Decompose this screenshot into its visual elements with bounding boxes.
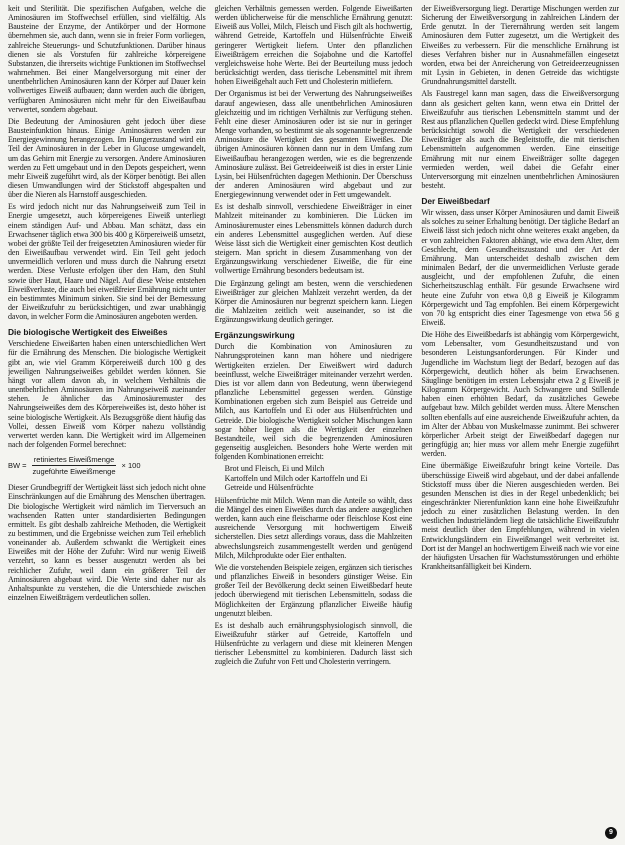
column-1 (8, 4, 206, 845)
column-3 (421, 4, 619, 845)
list-item: Brot und Fleisch, Ei und Milch (224, 464, 325, 474)
body-paragraph: Dieser Grundbegriff der Wertigkeit lässt sich jedoch nicht ohne Einschränkungen auf die Ernährung des Menschen übertragen. Die biologische Wertigkeit wird nämlich im Tierversuch an wachsenden Ratten unter standardisierten Bedingungen ermittelt. Es gibt deshalb zahlreiche Methoden, die Wertigkeit zu bestimmen, und die Ergebnisse weichen zum Teil erheblich voneinander ab. Außerdem schwankt die Wertigkeit eines Eiweißes mit der Höhe der Zufuhr: Wird nur wenig Eiweiß verzehrt, so kann es besser ausgenutzt werden als bei reichlicher Zufuhr, weil dann ein größerer Teil der Aminosäuren abgebaut wird. Die Werte sind daher nur als Anhaltspunkte zu verstehen, die die Unterschiede zwischen einzelnen Eiweißträgern verdeutlichen sollen. (8, 483, 206, 603)
formula-rhs: × 100 (121, 461, 141, 471)
body-paragraph: Verschiedene Eiweißarten haben einen unterschiedlichen Wert für die Ernährung des Menschen. Die biologische Wertigkeit gibt an, wie viel Gramm Körpereiweiß durch 100 g des jeweiligen Nahrungseiweißes gebildet werden können. Sie hängt vor allem davon ab, in welchem Verhältnis die unentbehrlichen Aminosäuren im Nahrungseiweiß zueinander stehen. Je ähnlicher das Aminosäuremuster des Nahrungseiweißes dem des Körpereiweißes ist, desto höher ist seine biologische Wertigkeit. Als Bezugsgröße dient häufig das Vollei, dessen Eiweiß vom Körper nahezu vollständig verwertet werden kann. Die Wertigkeit wird im Allgemeinen nach der folgenden Formel berechnet: (8, 339, 206, 450)
body-paragraph: Es ist deshalb auch ernährungsphysiologisch sinnvoll, die Eiweißzufuhr stärker auf Getreide, Kartoffeln und Hülsenfrüchte zu verlagern und diese mit kleineren Mengen tierischer Lebensmittel zu kombinieren. Dadurch lässt sich zugleich die Zufuhr von Fett und Cholesterin verringern. (214, 620, 413, 667)
body-paragraph: Wir wissen, dass unser Körper Aminosäuren und damit Eiweiß als solches zu seiner Erhaltung benötigt. Der tägliche Bedarf an Eiweiß lässt sich jedoch nicht ohne weiteres exakt angeben, da er von zahlreichen Faktoren abhängt, wie etwa dem Alter, dem Geschlecht, dem Gesundheitszustand und der Art der Ernährung. Man unterscheidet deshalb zwischen dem minimalen Bedarf, der die unvermeidlichen Verluste gerade ausgleicht, und der empfohlenen Zufuhr, die einen Sicherheitszuschlag enthält. Für gesunde Erwachsene wird heute eine Zufuhr von etwa 0,8 g Eiweiß je Kilogramm Körpergewicht und Tag empfohlen. Bei einem Körpergewicht von 70 kg entspricht dies einer Tagesmenge von etwa 56 g Eiweiß. (421, 208, 620, 327)
list-item: Getreide und Hülsenfrüchte (224, 482, 314, 492)
list-item: Kartoffeln und Milch oder Kartoffeln und Ei (224, 473, 368, 483)
body-paragraph: Der Organismus ist bei der Verwertung des Nahrungseiweißes darauf angewiesen, dass alle unentbehrlichen Aminosäuren gleichzeitig und im richtigen Verhältnis zur Verfügung stehen. Fehlt eine dieser Aminosäuren oder ist sie nur in geringer Menge vorhanden, so bestimmt sie als sogenannte begrenzende Aminosäure die Wertigkeit des gesamten Eiweißes. Die übrigen Aminosäuren können dann nur in dem Umfang zum Eiweißaufbau herangezogen werden, wie es die begrenzende Aminosäure zulässt. Bei Getreideeiweiß ist dies in erster Linie Lysin, bei Hülsenfrüchten dagegen Methionin. Der Überschuss der anderen Aminosäuren wird abgebaut und zur Energiegewinnung verwendet oder in Fett umgewandelt. (214, 89, 413, 200)
food-combination-list (225, 464, 413, 491)
body-paragraph: der Eiweißversorgung liegt. Derartige Mischungen werden zur Sicherung der Eiweißversorgung in zahlreichen Ländern der Erde genutzt. In der Tierernährung werden seit langem Aminosäuren dem Futter zugesetzt, um die Wertigkeit des Eiweißes zu verbessern. Für die menschliche Ernährung ist dieses Verfahren bisher nur in Ausnahmefällen eingesetzt worden, etwa bei der Anreicherung von Getreideerzeugnissen mit Lysin in Gebieten, in denen Getreide das wichtigste Grundnahrungsmittel darstellt. (421, 4, 620, 87)
section-heading: Der Eiweißbedarf (421, 196, 490, 207)
formula-numerator: retiniertes Eiweißmenge (33, 455, 115, 465)
column-2 (215, 4, 413, 845)
body-paragraph: gleichen Verhältnis gemessen werden. Folgende Eiweißarten werden üblicherweise für die menschliche Ernährung genutzt: Eiweiß aus Vollei, Milch, Fleisch und Fisch gilt als hochwertig, während Getreide, Kartoffeln und Hülsenfrüchte Eiweiß geringerer Wertigkeit liefern. Unter den pflanzlichen Eiweißträgern erreichen die Sojabohne und die Kartoffel vergleichsweise hohe Werte. Bei der Beurteilung muss jedoch berücksichtigt werden, dass tierische Lebensmittel mit ihrem hohen Eiweißgehalt auch Fett und Cholesterin mitliefern. (214, 4, 413, 87)
page-number-badge: 9 (605, 827, 617, 839)
biological-value-formula (8, 455, 206, 476)
body-paragraph: Durch die Kombination von Aminosäuren zu Nahrungsproteinen kann man höhere und niedrigere Wertigkeiten erzielen. Der Eiweißwert wird dadurch beeinflusst, welche Eiweißträger miteinander verzehrt werden. Dies ist vor allem dann von Bedeutung, wenn überwiegend pflanzliche Lebensmittel gegessen werden. Günstige Kombinationen ergeben sich zum Beispiel aus Getreide und Milch, aus Kartoffeln und Ei oder aus Hülsenfrüchten und Getreide. Die biologische Wertigkeit solcher Mischungen kann sogar höher liegen als die Wertigkeit der einzelnen Bestandteile, weil sich die begrenzenden Aminosäuren gegenseitig ausgleichen. Besonders hohe Werte werden mit folgenden Kombinationen erreicht: (214, 342, 413, 462)
body-paragraph: Es ist deshalb sinnvoll, verschiedene Eiweißträger in einer Mahlzeit miteinander zu kombinieren. Die Lücken im Aminosäuremuster eines Lebensmittels können dadurch durch ein anderes Lebensmittel ausgeglichen werden. Auf diese Weise lässt sich die Wertigkeit einer gemischten Kost deutlich steigern. Man spricht in diesem Zusammenhang von der Ergänzungswirkung verschiedener Eiweiße, die für eine vollwertige Ernährung besonders bedeutsam ist. (214, 202, 413, 276)
body-paragraph: Wie die vorstehenden Beispiele zeigen, ergänzen sich tierisches und pflanzliches Eiweiß in besonders günstiger Weise. Ein großer Teil der Bevölkerung deckt seinen Eiweißbedarf heute jedoch überwiegend mit tierischen Lebensmitteln, sodass die Möglichkeiten der Ergänzung pflanzlicher Eiweiße häufig ungenutzt bleiben. (214, 562, 413, 618)
formula-lhs: BW = (8, 461, 27, 471)
formula-fraction (31, 455, 118, 476)
body-paragraph: keit und Sterilität. Die spezifischen Aufgaben, welche die Aminosäuren im Stoffwechsel erfüllen, sind vielfältig. Als Bausteine der Enzyme, der Antikörper und der Hormone übernehmen sie, auch dann, wenn sie in freier Form vorliegen, zahlreiche Steuerungs- und Schutzfunktionen. Darüber hinaus dienen sie als Vorstufen für zahlreiche körpereigene Substanzen, die ihrerseits wichtige Funktionen im Stoffwechsel wahrnehmen. Bei einer Mangelversorgung mit einer der unentbehrlichen Aminosäuren kann der Körper auf Dauer kein vollwertiges Eiweiß aufbauen; dann werden auch die übrigen, verfügbaren Aminosäuren nicht mehr für den Eiweißaufbau verwertet, sondern abgebaut. (8, 4, 206, 114)
formula-denominator: zugeführte Eiweißmenge (32, 467, 116, 477)
body-paragraph: Die Höhe des Eiweißbedarfs ist abhängig vom Körpergewicht, vom Lebensalter, vom Gesundheitszustand und von besonderen Leistungsanforderungen. Für Kinder und Jugendliche im Wachstum liegt der Bedarf, bezogen auf das Körpergewicht, deutlich höher als beim Erwachsenen. Säuglinge benötigen im ersten Lebensjahr etwa 2 g Eiweiß je Kilogramm Körpergewicht. Auch Schwangere und Stillende haben einen erhöhten Bedarf, da zusätzliches Gewebe aufgebaut bzw. Milch gebildet werden muss. Ältere Menschen sollten ebenfalls auf eine ausreichende Eiweißzufuhr achten, da im Alter der Abbau von Muskelmasse zunimmt. Bei schwerer körperlicher Arbeit steigt der Eiweißbedarf dagegen nur geringfügig an; hier muss vor allem mehr Energie zugeführt werden. (421, 330, 620, 459)
section-heading: Die biologische Wertigkeit des Eiweißes (8, 327, 168, 338)
body-paragraph: Eine übermäßige Eiweißzufuhr bringt keine Vorteile. Das überschüssige Eiweiß wird abgebaut, und der dabei anfallende Stickstoff muss über die Nieren ausgeschieden werden. Bei gesunden Menschen ist dies in der Regel unbedenklich; bei eingeschränkter Nierenfunktion kann eine hohe Eiweißzufuhr jedoch zu einer zusätzlichen Belastung werden. In den westlichen Industrieländern liegt die tatsächliche Eiweißzufuhr meist deutlich über den Empfehlungen, während in vielen Entwicklungsländern ein Eiweißmangel weit verbreitet ist. Dort ist der Mangel an hochwertigem Eiweiß nach wie vor eine der häufigsten Ursachen für Wachstumsstörungen und erhöhte Krankheitsanfälligkeit bei Kindern. (421, 461, 620, 572)
body-paragraph: Es wird jedoch nicht nur das Nahrungseiweiß zum Teil in Energie umgesetzt, auch körpereigenes Eiweiß unterliegt einem ständigen Auf- und Abbau. Man schätzt, dass ein Erwachsener täglich etwa 300 bis 400 g Körpereiweiß umsetzt, wobei der größte Teil der freigesetzten Aminosäuren wieder für den Eiweißaufbau verwendet wird. Ein Teil geht jedoch unvermeidlich verloren und muss durch die Nahrung ersetzt werden. Diese Verluste erfolgen über den Harn, den Stuhl sowie über Haut, Haare und Nägel. Auf diese Weise entstehen Eiweißverluste, die auch bei eiweißfreier Ernährung nicht unter ein bestimmtes Minimum sinken. Sie sind bei der Bemessung der Eiweißzufuhr zu berücksichtigen, und zwar unabhängig davon, in welcher Form die Aminosäuren angeboten werden. (8, 202, 206, 322)
section-heading: Ergänzungswirkung (214, 330, 295, 341)
body-paragraph: Als Faustregel kann man sagen, dass die Eiweißversorgung dann als gesichert gelten kann, wenn etwa ein Drittel der Eiweißzufuhr aus tierischen Lebensmitteln stammt und der Rest aus pflanzlichen Quellen gedeckt wird. Diese Empfehlung berücksichtigt sowohl die Wertigkeit der verschiedenen Eiweißträger als auch die Begleitstoffe, die mit tierischen Lebensmitteln aufgenommen werden. Eine einseitige Ernährung mit nur einem Eiweißträger sollte dagegen vermieden werden, weil dabei die Gefahr einer Unterversorgung mit einzelnen unentbehrlichen Aminosäuren besteht. (421, 89, 620, 190)
body-paragraph: Hülsenfrüchte mit Milch. Wenn man die Anteile so wählt, dass die Mängel des einen Eiweißes durch das andere ausgeglichen werden, kann auch eine fleischarme oder fleischlose Kost eine ausreichende Versorgung mit hochwertigem Eiweiß sicherstellen. Dies setzt allerdings voraus, dass die Mahlzeiten abwechslungsreich zusammengestellt werden und genügend Milch, Milchprodukte oder Eier enthalten. (214, 495, 413, 560)
body-paragraph: Die Bedeutung der Aminosäuren geht jedoch über diese Bausteinfunktion hinaus. Einige Aminosäuren werden zur Energiegewinnung herangezogen. Im Hungerzustand wird ein Teil der Aminosäuren in der Leber in Glucose umgewandelt, um das Gehirn mit Energie zu versorgen. Andere Aminosäuren werden zu Fett umgebaut und in den Depots gespeichert, wenn mehr Eiweiß zugeführt wird, als der Körper benötigt. Bei allen diesen Umwandlungen wird der Stickstoff abgespalten und über die Nieren als Harnstoff ausgeschieden. (8, 116, 206, 200)
body-paragraph: Die Ergänzung gelingt am besten, wenn die verschiedenen Eiweißträger zur gleichen Mahlzeit verzehrt werden, da der Körper die Aminosäuren nur begrenzt speichern kann. Liegen die Mahlzeiten zeitlich weit auseinander, so ist die Ergänzungswirkung deutlich geringer. (214, 278, 413, 325)
